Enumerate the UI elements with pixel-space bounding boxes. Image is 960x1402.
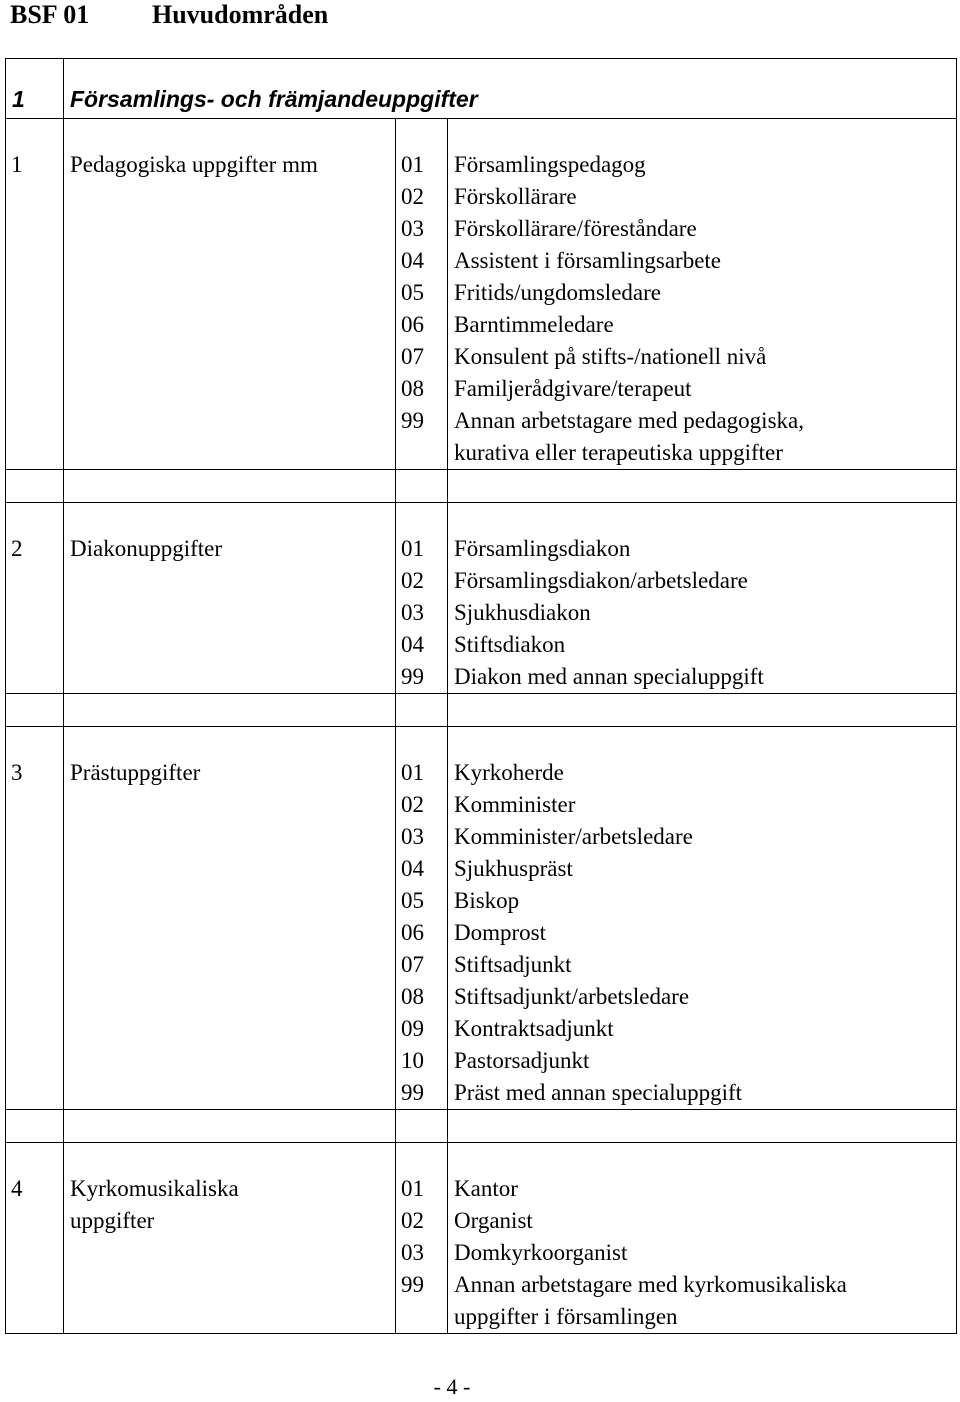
group-number: 4 [11, 1176, 23, 1201]
item-code: 02 [401, 792, 424, 817]
item-code: 02 [401, 1208, 424, 1233]
section-heading [5, 58, 957, 118]
item-title: Kantor [454, 1176, 518, 1201]
group-name-cell [64, 119, 396, 470]
item-title: Församlingsdiakon/arbetsledare [454, 568, 748, 593]
item-code: 02 [401, 568, 424, 593]
item-code: 06 [401, 312, 424, 337]
spacer-cell [448, 470, 957, 503]
group-name: Pedagogiska uppgifter mm [70, 152, 318, 177]
item-code: 05 [401, 888, 424, 913]
item-title: Organist [454, 1208, 533, 1233]
spacer-cell [448, 1110, 957, 1143]
group-name: uppgifter [70, 1208, 155, 1233]
spacer-cell [6, 1110, 64, 1143]
section-number: 1 [12, 86, 25, 112]
item-code: 07 [401, 952, 424, 977]
group-name: Prästuppgifter [70, 760, 201, 785]
item-title: Präst med annan specialuppgift [454, 1080, 743, 1105]
spacer-cell [64, 694, 396, 727]
item-title: Biskop [454, 888, 520, 913]
item-code: 99 [401, 664, 424, 689]
group-name-cell [64, 503, 396, 694]
item-code: 02 [401, 184, 424, 209]
item-title: Komminister/arbetsledare [454, 824, 693, 849]
spacer-cell [6, 470, 64, 503]
item-code: 10 [401, 1048, 424, 1073]
item-title: Diakon med annan specialuppgift [454, 664, 764, 689]
item-title: Komminister [454, 792, 576, 817]
classification-table [5, 118, 957, 1334]
item-title: Domkyrkoorganist [454, 1240, 628, 1265]
item-code: 01 [401, 152, 424, 177]
header-code: BSF 01 [10, 0, 90, 29]
item-title: Förskollärare [454, 184, 577, 209]
group-number: 1 [11, 152, 23, 177]
item-code: 04 [401, 632, 424, 657]
document-header [10, 0, 328, 32]
code-cell [396, 727, 448, 1110]
item-code: 99 [401, 1272, 424, 1297]
spacer-cell [6, 694, 64, 727]
item-code: 09 [401, 1016, 424, 1041]
item-code: 01 [401, 760, 424, 785]
title-cell [448, 119, 957, 470]
item-code: 04 [401, 856, 424, 881]
item-title: Stiftsadjunkt [454, 952, 572, 977]
spacer-cell [64, 470, 396, 503]
item-code: 03 [401, 1240, 424, 1265]
group-row [6, 727, 957, 1110]
item-code: 99 [401, 1080, 424, 1105]
group-number-cell [6, 727, 64, 1110]
item-code: 08 [401, 984, 424, 1009]
item-title: Annan arbetstagare med kyrkomusikaliska [454, 1272, 847, 1297]
item-title: Kontraktsadjunkt [454, 1016, 614, 1041]
item-code: 05 [401, 280, 424, 305]
item-code: 01 [401, 1176, 424, 1201]
code-cell [396, 119, 448, 470]
spacer-row [6, 1110, 957, 1143]
group-row [6, 503, 957, 694]
item-title: Kyrkoherde [454, 760, 564, 785]
item-title: uppgifter i församlingen [454, 1304, 678, 1329]
item-title: kurativa eller terapeutiska uppgifter [454, 440, 783, 465]
item-title: Församlingsdiakon [454, 536, 631, 561]
item-title: Stiftsadjunkt/arbetsledare [454, 984, 690, 1009]
spacer-cell [64, 1110, 396, 1143]
item-title: Fritids/ungdomsledare [454, 280, 661, 305]
item-title: Församlingspedagog [454, 152, 646, 177]
group-name-cell [64, 727, 396, 1110]
item-code: 03 [401, 216, 424, 241]
spacer-cell [396, 1110, 448, 1143]
code-cell [396, 1143, 448, 1334]
item-code: 99 [401, 408, 424, 433]
item-title: Förskollärare/föreståndare [454, 216, 697, 241]
group-number: 2 [11, 536, 23, 561]
item-title: Pastorsadjunkt [454, 1048, 590, 1073]
item-code: 07 [401, 344, 424, 369]
item-title: Stiftsdiakon [454, 632, 566, 657]
spacer-cell [448, 694, 957, 727]
group-number: 3 [11, 760, 23, 785]
group-number-cell [6, 1143, 64, 1334]
section-title: Församlings- och främjandeuppgifter [70, 86, 478, 112]
item-code: 04 [401, 248, 424, 273]
group-row [6, 1143, 957, 1334]
item-code: 03 [401, 600, 424, 625]
group-number-cell [6, 119, 64, 470]
group-name-cell [64, 1143, 396, 1334]
page-number: - 4 - [433, 1374, 471, 1399]
item-code: 01 [401, 536, 424, 561]
code-cell [396, 503, 448, 694]
group-name: Kyrkomusikaliska [70, 1176, 239, 1201]
title-cell [448, 727, 957, 1110]
spacer-row [6, 694, 957, 727]
item-title: Familjerådgivare/terapeut [454, 376, 692, 401]
item-title: Domprost [454, 920, 546, 945]
item-code: 08 [401, 376, 424, 401]
item-code: 06 [401, 920, 424, 945]
item-title: Barntimmeledare [454, 312, 614, 337]
item-title: Sjukhusdiakon [454, 600, 591, 625]
title-cell [448, 1143, 957, 1334]
spacer-cell [396, 470, 448, 503]
item-title: Konsulent på stifts-/nationell nivå [454, 344, 767, 369]
group-name: Diakonuppgifter [70, 536, 223, 561]
title-cell [448, 503, 957, 694]
group-row [6, 119, 957, 470]
spacer-cell [396, 694, 448, 727]
spacer-row [6, 470, 957, 503]
item-title: Annan arbetstagare med pedagogiska, [454, 408, 804, 433]
item-title: Assistent i församlingsarbete [454, 248, 722, 273]
item-code: 03 [401, 824, 424, 849]
header-title: Huvudområden [152, 0, 329, 29]
group-number-cell [6, 503, 64, 694]
item-title: Sjukhuspräst [454, 856, 573, 881]
